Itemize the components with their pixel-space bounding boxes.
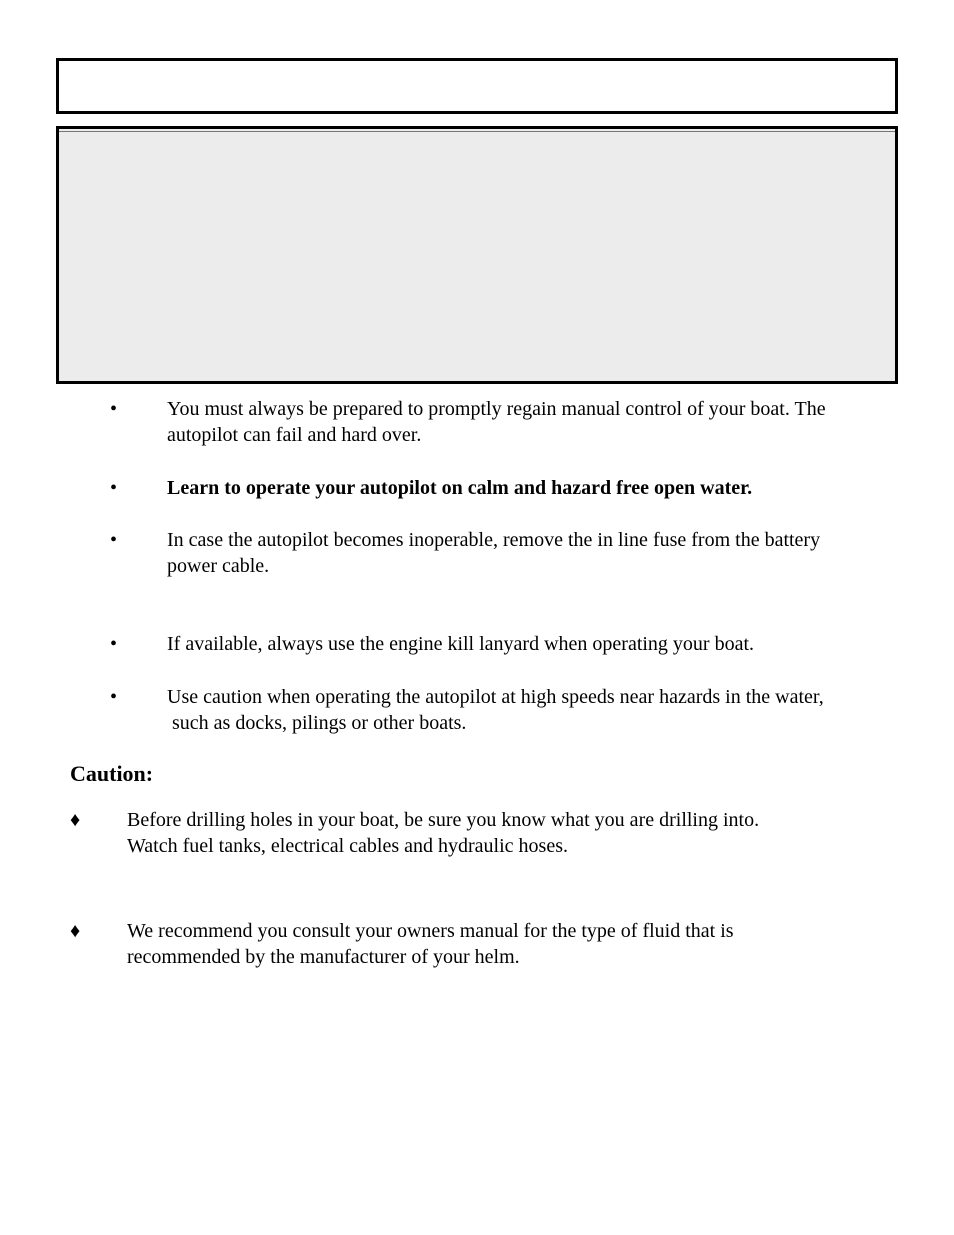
bullet: • xyxy=(110,398,118,420)
title-box xyxy=(56,58,898,114)
warning-2-line-1: Learn to operate your autopilot on calm and hazard free open water. xyxy=(167,477,753,499)
caution-2-line-1: We recommend you consult your owners manual for the type of fluid that is xyxy=(127,920,734,942)
caution-1-line-2: Watch fuel tanks, electrical cables and hydraulic hoses. xyxy=(127,835,568,857)
warning-3-line-2: power cable. xyxy=(167,555,270,577)
warning-4-line-1: If available, always use the engine kill lanyard when operating your boat. xyxy=(167,633,755,655)
caution-2-line-2: recommended by the manufacturer of your helm. xyxy=(127,946,520,968)
warning-box xyxy=(56,126,898,384)
warning-5-line-1: Use caution when operating the autopilot at high speeds near hazards in the water, xyxy=(167,686,824,708)
caution-heading: Caution: xyxy=(70,761,154,786)
bullet: • xyxy=(110,529,118,551)
warning-1-line-2: autopilot can fail and hard over. xyxy=(167,424,422,446)
warning-5-line-2: such as docks, pilings or other boats. xyxy=(167,712,467,734)
bullet: • xyxy=(110,477,118,499)
diamond-bullet-icon: ♦ xyxy=(70,920,81,942)
warning-3-line-1: In case the autopilot becomes inoperable, remove the in line fuse from the battery xyxy=(167,529,821,551)
diamond-bullet-icon: ♦ xyxy=(70,809,81,831)
caution-1-line-1: Before drilling holes in your boat, be sure you know what you are drilling into. xyxy=(127,809,760,831)
bullet: • xyxy=(110,633,118,655)
warning-1-line-1: You must always be prepared to promptly regain manual control of your boat. The xyxy=(167,398,826,420)
bullet: • xyxy=(110,686,118,708)
